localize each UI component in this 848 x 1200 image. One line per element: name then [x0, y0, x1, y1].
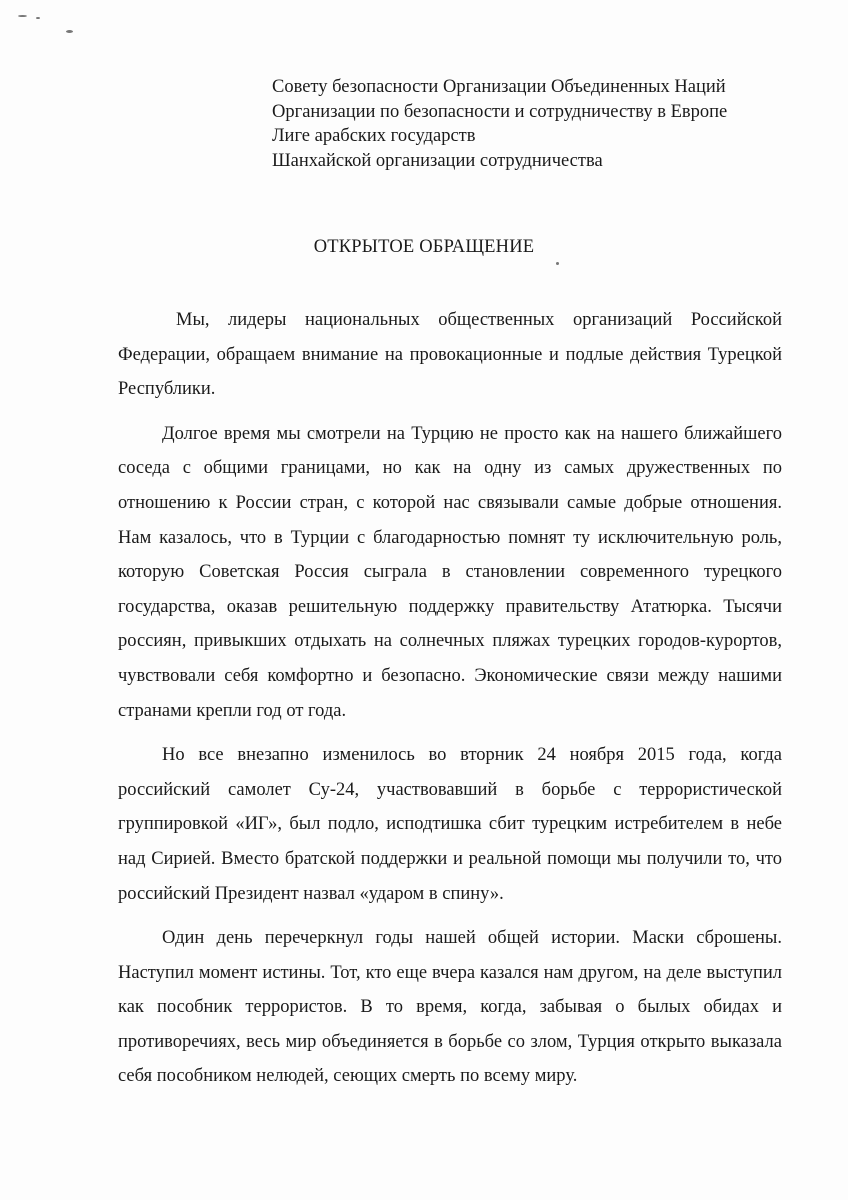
paragraph: Один день перечеркнул годы нашей общей истории. Маски сброшены. Наступил момент истины. Тот, кто еще вчера казался нам другом, на деле выступил как пособник террористов. В то время, когда, забывая о былых обидах и противоречиях, весь мир объединяется в борьбе со злом, Турция открыто выказала себя пособником нелюдей, сеющих смерть по всему миру.	[118, 928, 782, 1087]
scan-speck	[18, 15, 27, 17]
addressee-line: Совету безопасности Организации Объединенных Наций	[272, 77, 726, 97]
paragraph: Но все внезапно изменилось во вторник 24 ноября 2015 года, когда российский самолет Су-24, участвовавший в борьбе с террористической группировкой «ИГ», был подло, исподтишка сбит турецким истребителем в небе над Сирией. Вместо братской поддержки и реальной помощи мы получили то, что российский Президент назвал «ударом в спину».	[118, 745, 782, 904]
letter-body	[118, 303, 782, 1104]
paragraph: Долгое время мы смотрели на Турцию не просто как на нашего ближайшего соседа с общими границами, но как на одну из самых дружественных по отношению к России стран, с которой нас связывали самые добрые отношения. Нам казалось, что в Турции с благодарностью помнят ту исключительную роль, которую Советская Россия сыграла в становлении современного турецкого государства, оказав решительную поддержку правительству Ататюрка. Тысячи россиян, привыкших отдыхать на солнечных пляжах турецких городов-курортов, чувствовали себя комфортно и безопасно. Экономические связи между нашими странами крепли год от года.	[118, 423, 782, 721]
scan-speck	[36, 17, 40, 19]
paragraph: Мы, лидеры национальных общественных организаций Российской Федерации, обращаем внимание на провокационные и подлые действия Турецкой Республики.	[118, 310, 782, 400]
addressee-line: Организации по безопасности и сотрудничеству в Европе	[272, 101, 728, 122]
addressee-line: Лиге арабских государств	[272, 126, 476, 146]
addressee-line: Шанхайской организации сотрудничества	[272, 150, 603, 171]
addressee-block	[272, 75, 792, 173]
scan-speck	[556, 262, 559, 265]
scan-speck	[66, 30, 73, 33]
document-title: ОТКРЫТОЕ ОБРАЩЕНИЕ	[313, 237, 535, 257]
